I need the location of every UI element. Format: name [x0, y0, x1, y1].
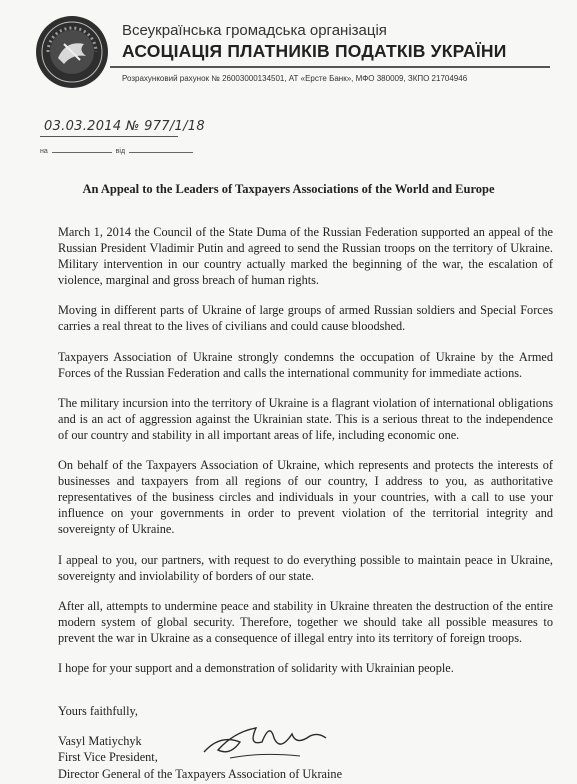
letterhead: [34, 8, 554, 98]
vid-label: від: [115, 148, 126, 155]
body-paragraph: I hope for your support and a demonstration of solidarity with Ukrainian people.: [58, 660, 454, 675]
association-seal-icon: [34, 14, 110, 90]
header-divider: [110, 66, 550, 68]
body-paragraph: March 1, 2014 the Council of the State Duma of the Russian Federation supported an appeal of the Russian President Vladimir Putin and agreed to send the Russian troops on the territory of Ukraine. Military intervention in our country actually marked the beginning of the war, the escalation of violence, marginal and gross breach of human rights.: [58, 225, 553, 288]
letter-body: [58, 224, 553, 690]
body-paragraph: Taxpayers Association of Ukraine strongly condemns the occupation of Ukraine by the Armed Forces of the Russian Federation and calls the international community for immediate actions.: [58, 349, 553, 380]
signer-role: First Vice President,: [58, 750, 158, 765]
letter-title: An Appeal to the Leaders of Taxpayers Associations of the World and Europe: [82, 182, 495, 196]
na-blank-line: [52, 152, 112, 153]
reference-underline: [40, 136, 178, 137]
na-label: на: [40, 148, 48, 155]
org-title: АСОЦІАЦІЯ ПЛАТНИКІВ ПОДАТКІВ УКРАЇНИ: [122, 41, 507, 61]
body-paragraph: I appeal to you, our partners, with request to do everything possible to maintain peace in Ukraine, sovereignty and inviolability of borders of our state.: [58, 552, 553, 583]
body-paragraph: After all, attempts to undermine peace and stability in Ukraine threaten the destruction of the entire modern system of global security. Therefore, together we should take all possible measures to prevent the war in Ukraine as a consequence of illegal entry into its territory of foreign troops.: [58, 598, 553, 645]
signer-role-org: Director General of the Taxpayers Association of Ukraine: [58, 766, 343, 781]
signer-block: [58, 733, 342, 782]
incoming-reference-row: [40, 148, 193, 155]
vid-blank-line: [129, 152, 193, 153]
closing-salutation: Yours faithfully,: [58, 704, 138, 718]
org-subtitle: Всеукраїнська громадська організація: [122, 22, 387, 39]
bank-account-line: Розрахунковий рахунок № 26003000134501, АТ «Ерсте Банк», МФО 380009, ЗКПО 21704946: [122, 74, 468, 83]
body-paragraph: On behalf of the Taxpayers Association of Ukraine, which represents and protects the interests of businesses and taxpayers from all regions of our country, I address to you, as authoritative representatives of the business circles and individuals in your countries, with a call to use your influence on your governments in order to prevent violation of the territorial integrity and sovereignty of Ukraine.: [58, 458, 553, 537]
outgoing-reference-number: 03.03.2014 № 977/1/18: [44, 119, 205, 134]
body-paragraph: The military incursion into the territory of Ukraine is a flagrant violation of international obligations and is an act of aggression against the Ukrainian state. This is a serious threat to the independence of our country and stability in all important areas of life, including economic one.: [58, 395, 553, 442]
body-paragraph: Moving in different parts of Ukraine of large groups of armed Russian soldiers and Special Forces carries a real threat to the lives of civilians and could cause bloodshed.: [58, 303, 553, 334]
signer-name: Vasyl Matiychyk: [58, 734, 142, 748]
